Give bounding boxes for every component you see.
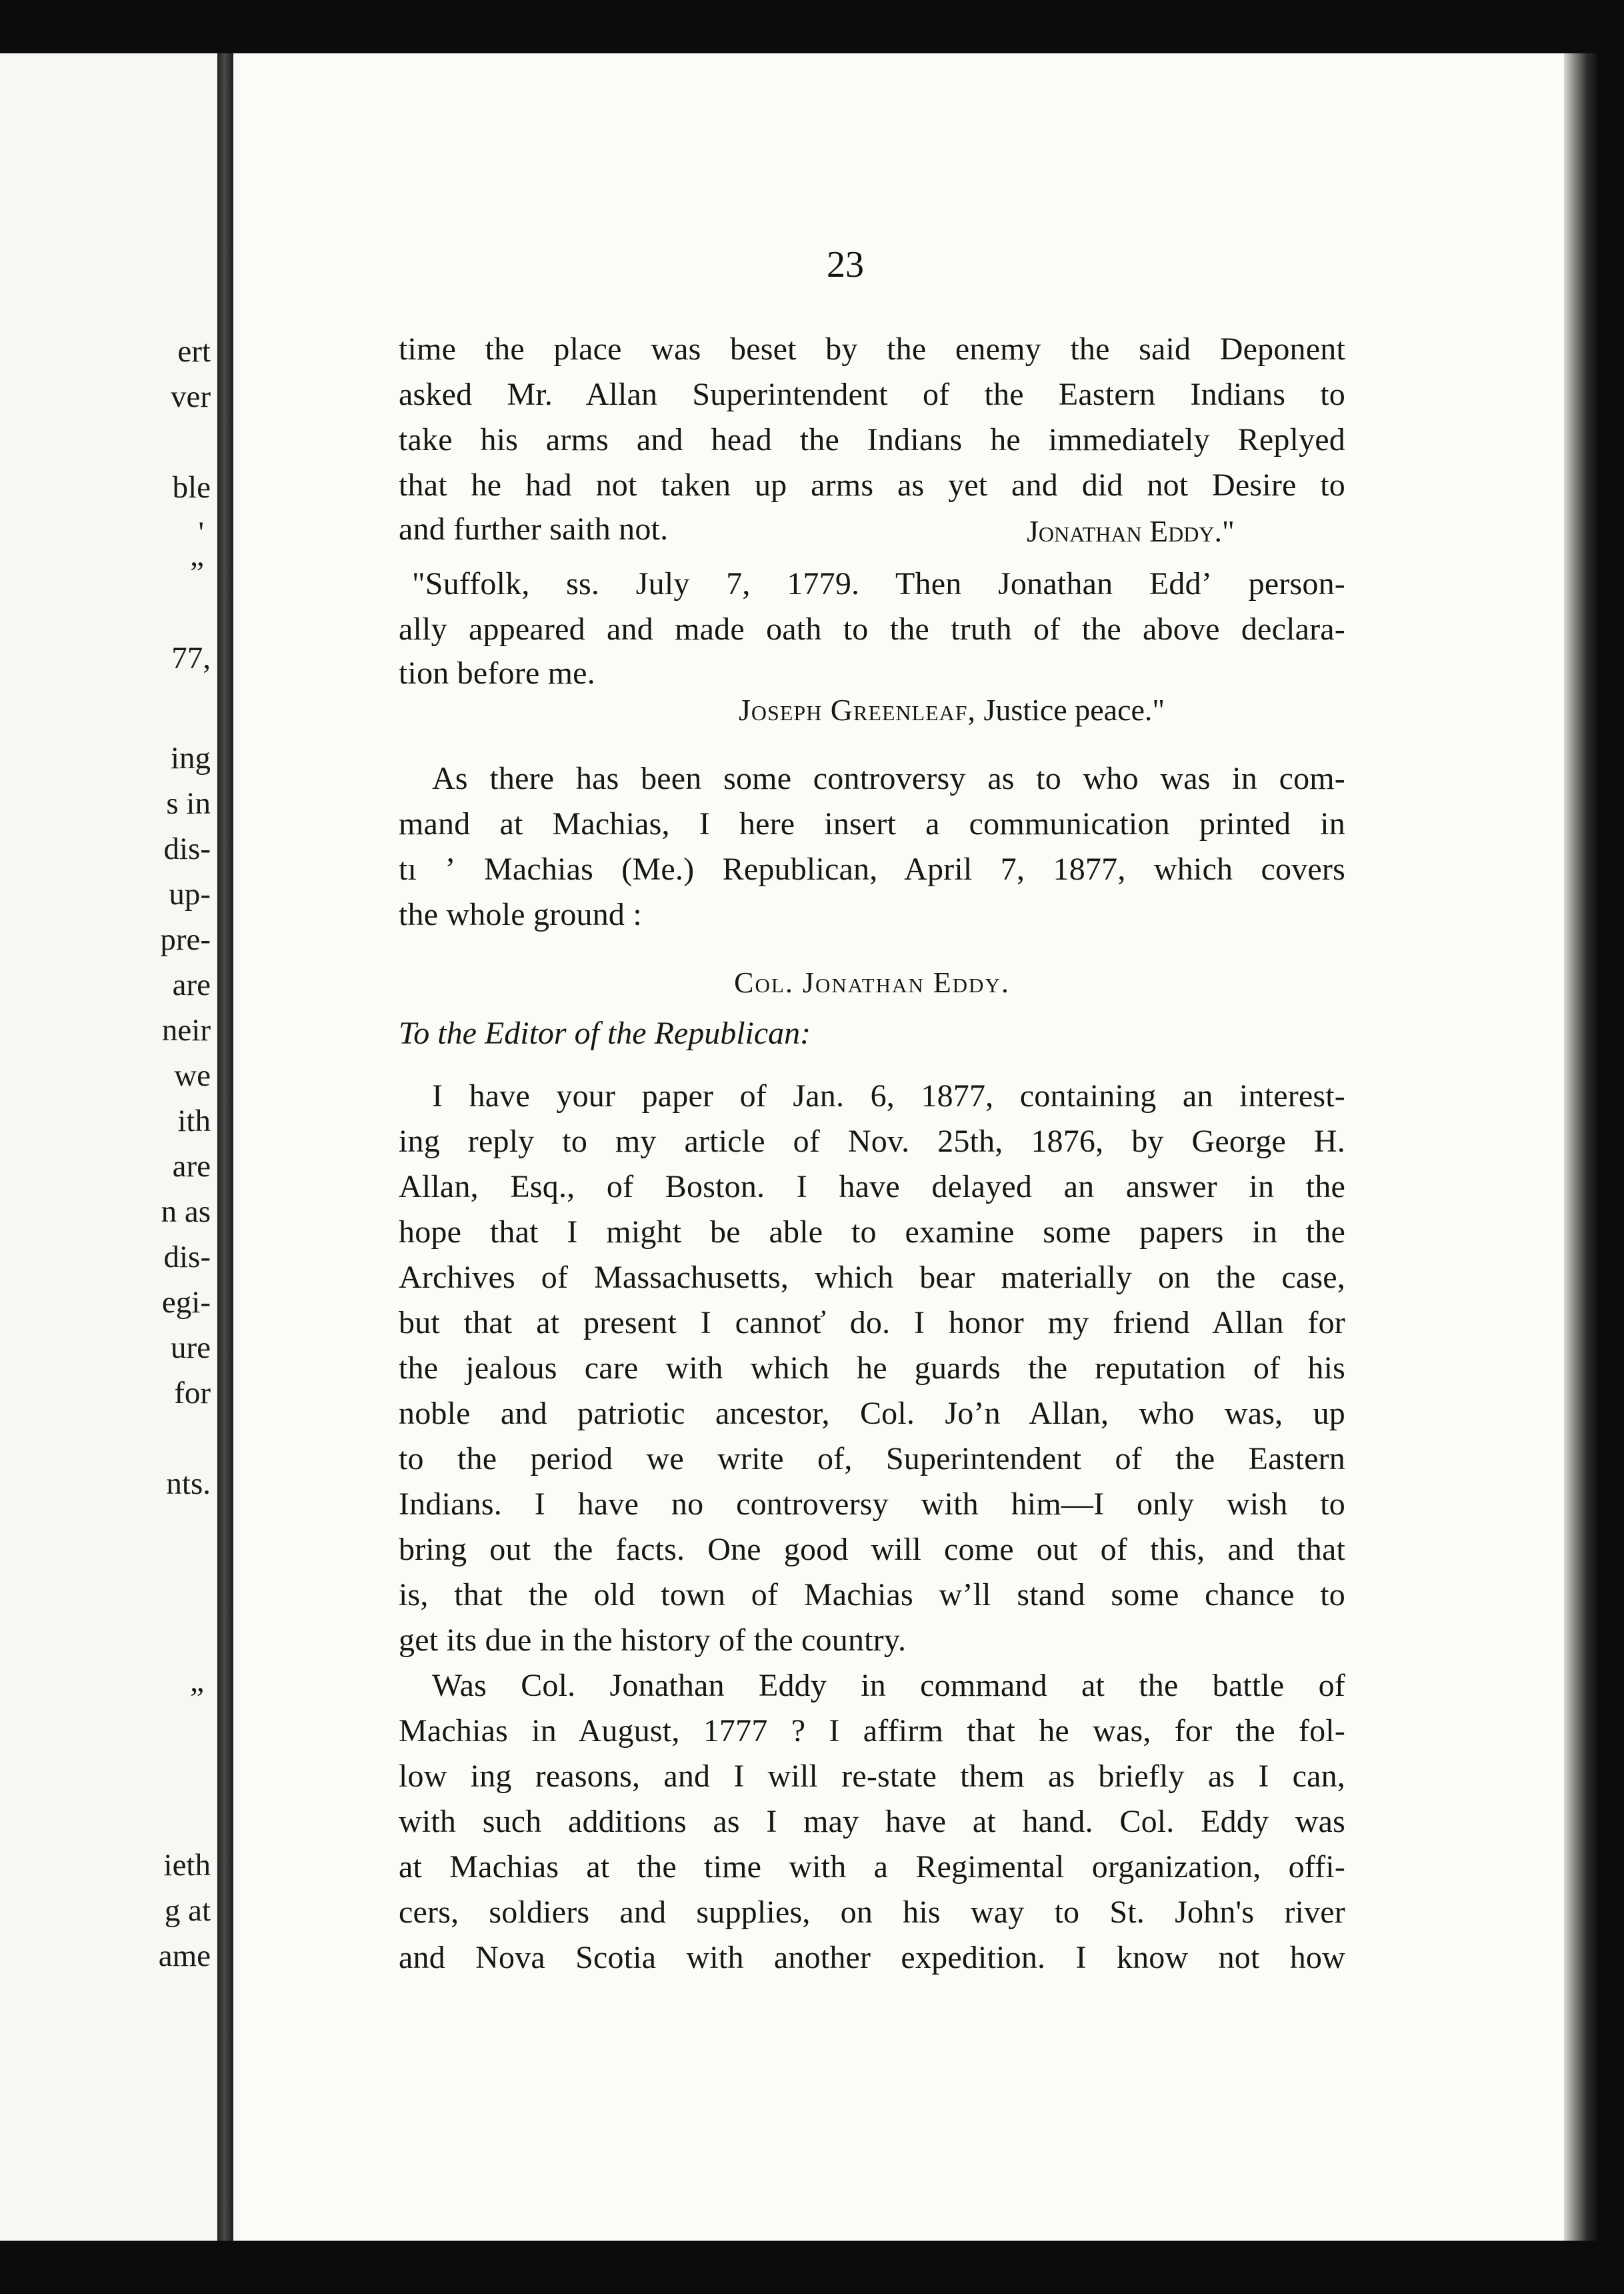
text-line: at Machias at the time with a Regimental organization, offi- <box>399 1849 1345 1885</box>
left-page-text-fragment: pre- <box>160 922 211 957</box>
page-edge-shadow <box>1564 53 1597 2241</box>
text-line: Was Col. Jonathan Eddy in command at the battle of <box>432 1668 1345 1703</box>
previous-page-fragment <box>0 53 219 2241</box>
left-page-text-fragment: ith <box>177 1104 211 1138</box>
left-page-text-fragment: ble <box>172 470 211 505</box>
left-page-text-fragment: dis- <box>163 832 211 866</box>
text-line: take his arms and head the Indians he immediately Replyed <box>399 422 1345 457</box>
left-page-text-fragment: ' <box>198 515 204 550</box>
book-gutter <box>217 53 233 2241</box>
text-line: Archives of Massachusetts, which bear materially on the case, <box>399 1260 1345 1295</box>
text-line: with such additions as I may have at hand. Col. Eddy was <box>399 1804 1345 1839</box>
text-line: "Suffolk, ss. July 7, 1779. Then Jonathan Eddʼ person- <box>412 566 1345 602</box>
text-line: the whole ground : <box>399 897 642 932</box>
article-heading: Col. Jonathan Eddy. <box>734 966 1010 999</box>
page-number: 23 <box>827 244 864 285</box>
left-page-text-fragment: ” <box>190 1681 204 1716</box>
text-line: Machias in August, 1777 ? I affirm that he was, for the fol- <box>399 1713 1345 1749</box>
left-page-text-fragment: ver <box>170 379 211 414</box>
text-line: asked Mr. Allan Superintendent of the Eastern Indians to <box>399 377 1345 412</box>
text-line: but that at present I cannoť do. I honor my friend Allan for <box>399 1305 1345 1340</box>
left-page-text-fragment: ieth <box>163 1848 211 1883</box>
left-page-text-fragment: ing <box>170 741 211 776</box>
text-line: Allan, Esq., of Boston. I have delayed an answer in the <box>399 1169 1345 1204</box>
left-page-text-fragment: nts. <box>166 1466 211 1501</box>
text-line: get its due in the history of the country. <box>399 1622 907 1658</box>
text-line: that he had not taken up arms as yet and did not Desire to <box>399 467 1345 503</box>
text-line: cers, soldiers and supplies, on his way to St. John's river <box>399 1895 1345 1930</box>
signature-title: Justice peace." <box>983 693 1165 727</box>
text-line: time the place was beset by the enemy the said Deponent <box>399 331 1345 367</box>
text-line: the jealous care with which he guards the reputation of his <box>399 1350 1345 1386</box>
text-line: and further saith not. <box>399 511 669 547</box>
left-page-text-fragment: ” <box>190 555 204 590</box>
text-line: noble and patriotic ancestor, Col. Joʼn Allan, who was, up <box>399 1396 1345 1431</box>
text-line: to the period we write of, Superintendent of the Eastern <box>399 1441 1345 1476</box>
signature-name: Joseph Greenleaf, <box>739 693 977 727</box>
left-page-text-fragment: g at <box>164 1893 211 1928</box>
left-page-text-fragment: s in <box>166 786 211 821</box>
text-line: ing reply to my article of Nov. 25th, 1876, by George H. <box>399 1124 1345 1159</box>
left-page-text-fragment: ert <box>177 334 211 369</box>
signature-joseph-greenleaf <box>739 692 1165 728</box>
text-line: bring out the facts. One good will come out of this, and that <box>399 1532 1345 1567</box>
left-page-text-fragment: are <box>172 1149 211 1184</box>
left-page-text-fragment: for <box>174 1376 211 1410</box>
left-page-text-fragment: are <box>172 968 211 1002</box>
letter-salutation: To the Editor of the Republican: <box>399 1016 811 1051</box>
text-line: mand at Machias, I here insert a communication printed in <box>399 806 1345 842</box>
text-line: ally appeared and made oath to the truth of the above declara- <box>399 612 1345 647</box>
text-line: low ing reasons, and I will re-state them as briefly as I can, <box>399 1759 1345 1794</box>
left-page-text-fragment: 77, <box>171 641 211 676</box>
text-line: Indians. I have no controversy with him—I only wish to <box>399 1486 1345 1522</box>
text-line: tion before me. <box>399 656 595 691</box>
text-line: hope that I might be able to examine some papers in the <box>399 1214 1345 1250</box>
left-page-text-fragment: egi- <box>161 1285 211 1320</box>
signature-jonathan-eddy: Jonathan Eddy." <box>1027 514 1235 548</box>
text-line: is, that the old town of Machias wʼll stand some chance to <box>399 1577 1345 1612</box>
left-page-text-fragment: neir <box>161 1013 211 1048</box>
left-page-text-fragment: n as <box>161 1194 211 1229</box>
left-page-text-fragment: up- <box>169 877 211 912</box>
left-page-text-fragment: dis- <box>163 1240 211 1274</box>
text-line: tı ʼ Machias (Me.) Republican, April 7, 1877, which covers <box>399 852 1345 887</box>
text-line: and Nova Scotia with another expedition. I know not how <box>399 1940 1345 1975</box>
left-page-text-fragment: ame <box>158 1939 211 1973</box>
text-line: As there has been some controversy as to who was in com- <box>432 761 1345 796</box>
text-line: I have your paper of Jan. 6, 1877, containing an interest- <box>432 1078 1345 1114</box>
left-page-text-fragment: we <box>174 1058 211 1093</box>
left-page-text-fragment: ure <box>170 1330 211 1365</box>
